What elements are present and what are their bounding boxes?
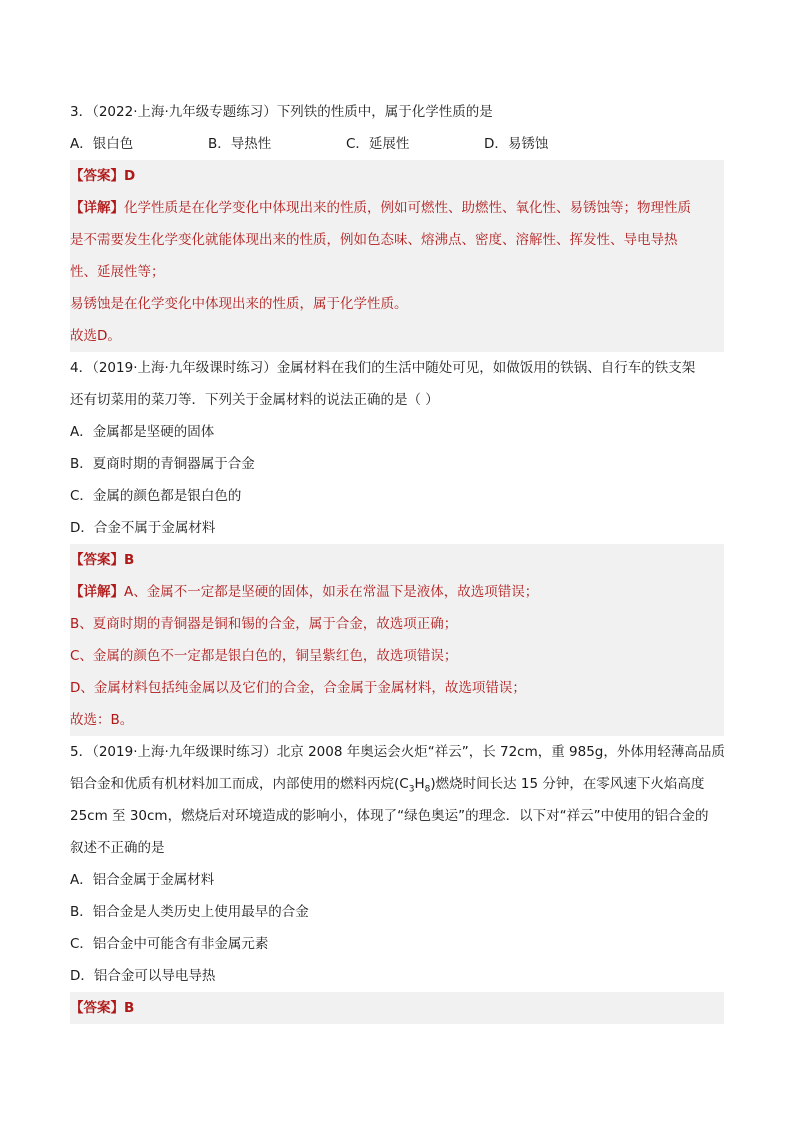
detail-text: A、金属不一定都是坚硬的固体，如汞在常温下是液体，故选项错误； (124, 584, 539, 600)
option-c: C．金属的颜色都是银白色的 (70, 488, 242, 504)
option-a: A．银白色 (70, 136, 134, 152)
question-4-detail-line (70, 576, 724, 608)
question-3-detail-line (70, 192, 724, 224)
question-4-stem: 还有切菜用的菜刀等．下列关于金属材料的说法正确的是（ ） (70, 392, 439, 408)
option-c: C．延展性 (346, 136, 410, 152)
answer-tag: 【答案】 (70, 168, 124, 184)
stem-text: )燃烧时间长达 15 分钟，在零风速下火焰高度 (430, 776, 705, 792)
question-5-answer (70, 992, 724, 1024)
question-4-detail-line: 故选：B。 (70, 704, 724, 736)
question-3-detail-line: 是不需要发生化学变化就能体现出来的性质，例如色态味、熔沸点、密度、溶解性、挥发性、导电导热 (70, 224, 724, 256)
option-b: B．导热性 (208, 136, 272, 152)
subscript: 3 (408, 784, 415, 795)
answer-tag: 【答案】 (70, 552, 124, 568)
question-5-stem: 5．（2019·上海·九年级课时练习）北京 2008 年奥运会火炬“祥云”，长 72cm，重 985g，外体用轻薄高品质 (70, 744, 725, 760)
question-4-stem: 4．（2019·上海·九年级课时练习）金属材料在我们的生活中随处可见，如做饭用的铁锅、自行车的铁支架 (70, 360, 696, 376)
answer-value: B (124, 552, 135, 568)
stem-text: H (414, 776, 425, 792)
question-3-answer (70, 160, 724, 192)
question-4-detail-line: C、金属的颜色不一定都是银白色的，铜呈紫红色，故选项错误； (70, 640, 724, 672)
option-b: B．铝合金是人类历史上使用最早的合金 (70, 904, 309, 920)
option-d: D．易锈蚀 (484, 136, 549, 152)
question-4-detail-line: B、夏商时期的青铜器是铜和锡的合金，属于合金，故选项正确； (70, 608, 724, 640)
option-b: B．夏商时期的青铜器属于合金 (70, 456, 255, 472)
question-4-answer (70, 544, 724, 576)
question-3-detail-line: 性、延展性等； (70, 256, 724, 288)
answer-value: D (124, 168, 136, 184)
document-page (70, 96, 724, 1024)
option-c: C．铝合金中可能含有非金属元素 (70, 936, 269, 952)
option-d: D．铝合金可以导电导热 (70, 968, 216, 984)
question-5-stem (70, 768, 724, 800)
question-4-detail-line: D、金属材料包括纯金属以及它们的合金，合金属于金属材料，故选项错误； (70, 672, 724, 704)
question-3-detail-line: 易锈蚀是在化学变化中体现出来的性质，属于化学性质。 (70, 288, 724, 320)
stem-text: 铝合金和优质有机材料加工而成，内部使用的燃料丙烷(C (70, 776, 409, 792)
question-3-detail-line: 故选D。 (70, 320, 724, 352)
option-a: A．铝合金属于金属材料 (70, 872, 215, 888)
question-5-stem: 叙述不正确的是 (70, 840, 165, 856)
option-d: D．合金不属于金属材料 (70, 520, 216, 536)
question-3-options (70, 128, 724, 160)
option-a: A．金属都是坚硬的固体 (70, 424, 215, 440)
question-3-stem: 3．（2022·上海·九年级专题练习）下列铁的性质中，属于化学性质的是 (70, 104, 493, 120)
answer-tag: 【答案】 (70, 1000, 124, 1016)
subscript: 8 (424, 784, 431, 795)
question-5-stem: 25cm 至 30cm，燃烧后对环境造成的影响小，体现了“绿色奥运”的理念．以下对“祥云”中使用的铝合金的 (70, 808, 709, 824)
answer-value: B (124, 1000, 135, 1016)
detail-text: 化学性质是在化学变化中体现出来的性质，例如可燃性、助燃性、氧化性、易锈蚀等；物理性质 (124, 200, 691, 216)
detail-tag: 【详解】 (70, 200, 124, 216)
detail-tag: 【详解】 (70, 584, 124, 600)
